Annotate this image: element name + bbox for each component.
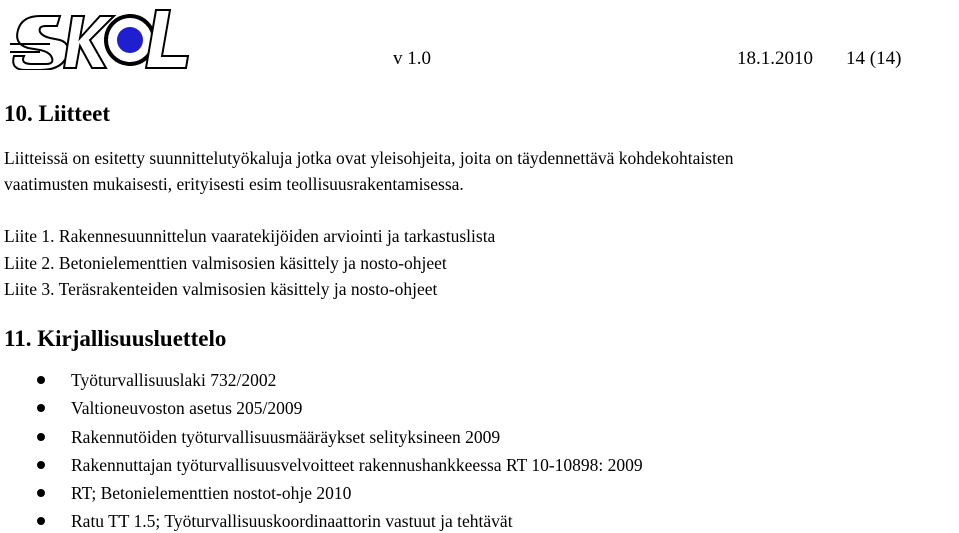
bullet-icon — [37, 404, 45, 412]
bullet-icon — [37, 433, 45, 441]
reference-text: RT; Betonielementtien nostot-ohje 2010 — [71, 483, 352, 503]
reference-text: Rakennutöiden työturvallisuusmääräykset selityksineen 2009 — [71, 427, 501, 447]
appendix-item: Liite 2. Betonielementtien valmisosien käsittely ja nosto-ohjeet — [4, 253, 447, 273]
bullet-icon — [37, 376, 45, 384]
appendix-item: Liite 1. Rakennesuunnittelun vaaratekijöiden arviointi ja tarkastuslista — [4, 226, 496, 246]
section-heading-references: 11. Kirjallisuusluettelo — [4, 326, 227, 351]
appendix-item: Liite 3. Teräsrakenteiden valmisosien käsittely ja nosto-ohjeet — [4, 279, 438, 299]
document-date: 18.1.2010 — [737, 48, 813, 69]
bullet-icon — [37, 461, 45, 469]
reference-text: Työturvallisuuslaki 732/2002 — [71, 370, 277, 390]
reference-text: Valtioneuvoston asetus 205/2009 — [71, 398, 303, 418]
skol-logo — [10, 4, 192, 70]
intro-paragraph-line-1: Liitteissä on esitetty suunnittelutyökaluja jotka ovat yleisohjeita, joita on täydennettävä kohdekohtaisten — [4, 148, 734, 168]
bullet-icon — [37, 489, 45, 497]
reference-text: Ratu TT 1.5; Työturvallisuuskoordinaattorin vastuut ja tehtävät — [71, 511, 513, 531]
section-heading-appendices: 10. Liitteet — [4, 101, 111, 126]
page-number: 14 (14) — [846, 48, 902, 69]
document-version: v 1.0 — [393, 48, 431, 69]
bullet-icon — [37, 517, 45, 525]
reference-text: Rakennuttajan työturvallisuusvelvoitteet rakennushankkeessa RT 10-10898: 2009 — [71, 455, 643, 475]
intro-paragraph-line-2: vaatimusten mukaisesti, erityisesti esim teollisuusrakentamisessa. — [4, 174, 464, 194]
